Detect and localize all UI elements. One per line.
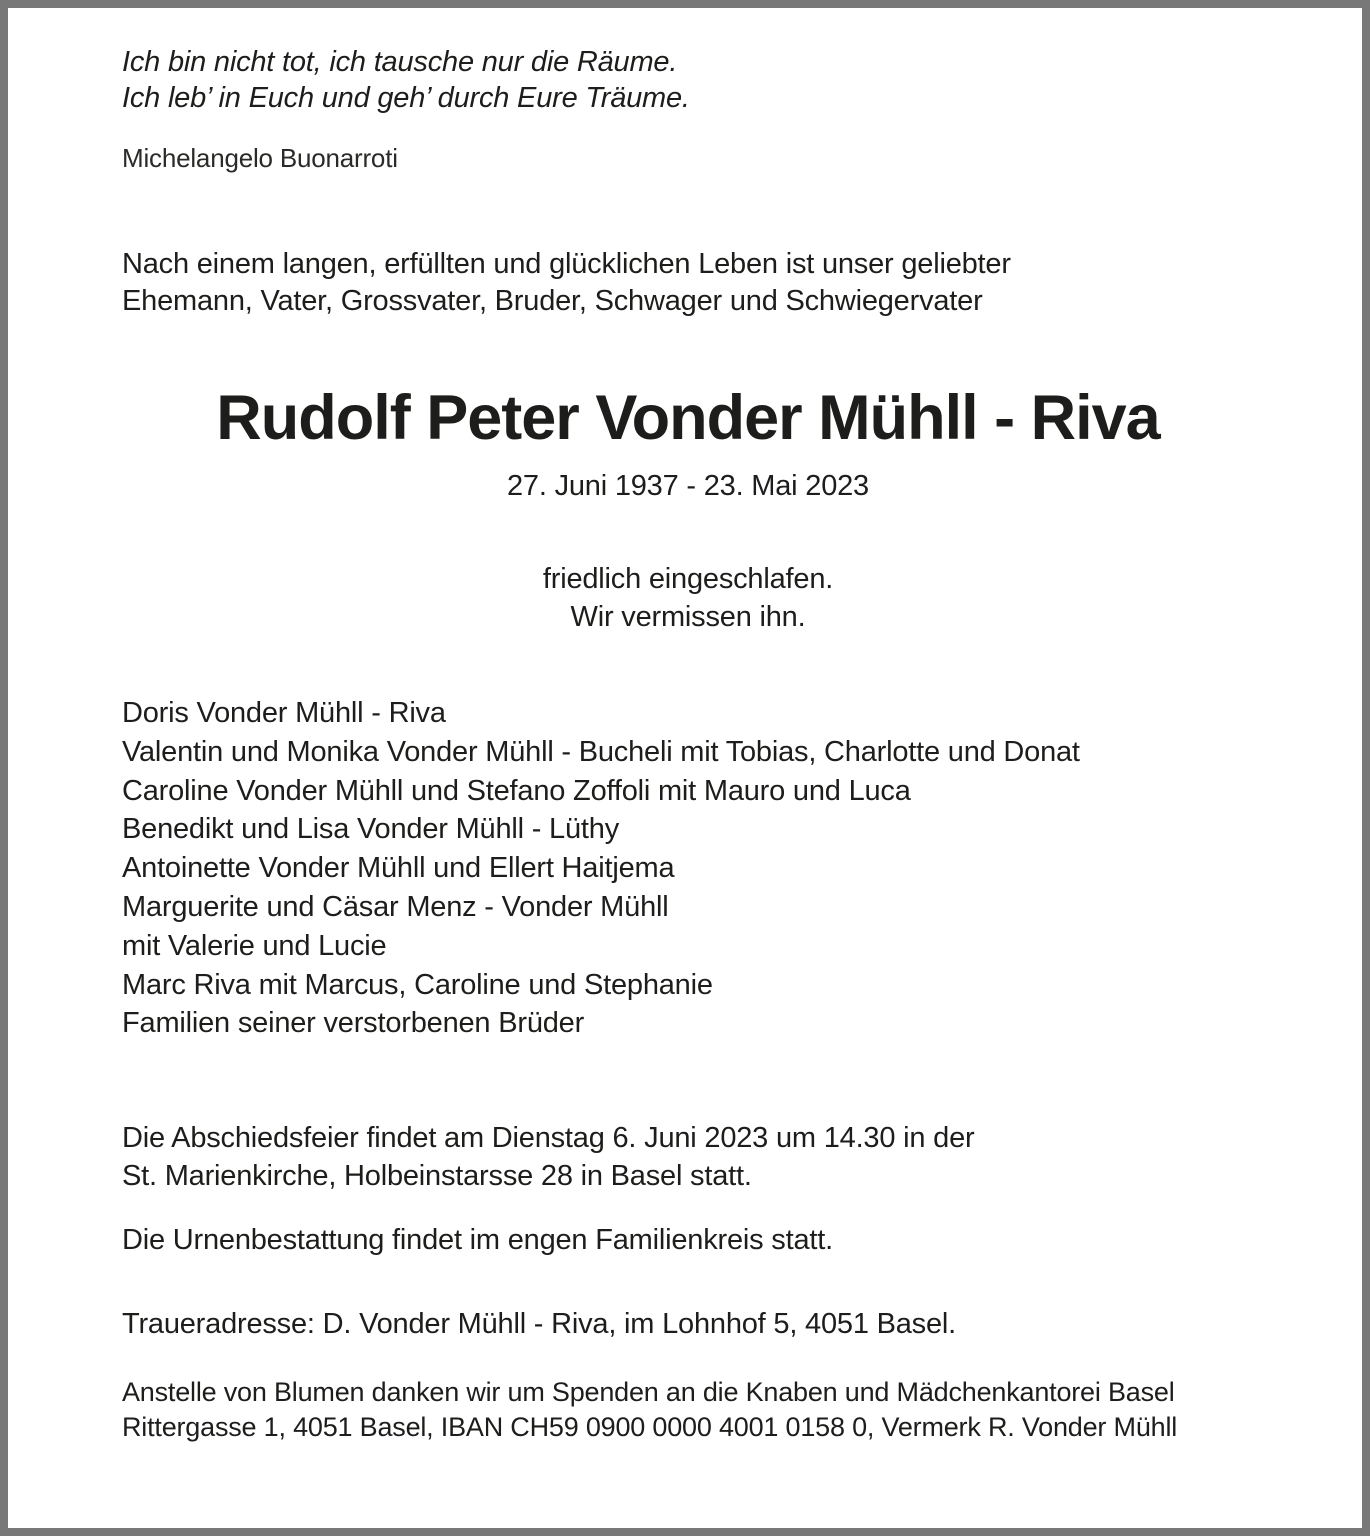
farewell-service-info bbox=[122, 1119, 1254, 1195]
service-line-2: St. Marienkirche, Holbeinstarsse 28 in Basel statt. bbox=[122, 1160, 752, 1193]
intro-line-2: Ehemann, Vater, Grossvater, Bruder, Schwager und Schwiegervater bbox=[122, 285, 983, 317]
quote-attribution: Michelangelo Buonarroti bbox=[122, 143, 398, 173]
mourner-line: Doris Vonder Mühll - Riva bbox=[122, 697, 446, 729]
burial-info: Die Urnenbestattung findet im engen Familienkreis statt. bbox=[122, 1224, 833, 1257]
mourner-line: Valentin und Monika Vonder Mühll - Bucheli mit Tobias, Charlotte und Donat bbox=[122, 735, 1080, 768]
passing-line-2: Wir vermissen ihn. bbox=[570, 601, 806, 633]
intro-paragraph bbox=[122, 246, 1254, 320]
life-dates: 27. Juni 1937 - 23. Mai 2023 bbox=[507, 470, 869, 502]
donations-line-1: Anstelle von Blumen danken wir um Spenden an die Knaben und Mädchenkantorei Basel bbox=[122, 1377, 1175, 1408]
mourner-line: Marc Riva mit Marcus, Caroline und Stephanie bbox=[122, 968, 713, 1001]
donations-line-2: Rittergasse 1, 4051 Basel, IBAN CH59 0900 0000 4001 0158 0, Vermerk R. Vonder Mühll bbox=[122, 1412, 1178, 1443]
passing-line-1: friedlich eingeschlafen. bbox=[542, 563, 834, 595]
deceased-name: Rudolf Peter Vonder Mühll - Riva bbox=[216, 383, 1160, 453]
quote-line-1: Ich bin nicht tot, ich tausche nur die Räume. bbox=[122, 46, 678, 78]
service-line-1: Die Abschiedsfeier findet am Dienstag 6. Juni 2023 um 14.30 in der bbox=[122, 1122, 975, 1155]
mourner-line: Benedikt und Lisa Vonder Mühll - Lüthy bbox=[122, 813, 619, 846]
mourner-line: Antoinette Vonder Mühll und Ellert Haitjema bbox=[122, 852, 675, 885]
intro-line-1: Nach einem langen, erfüllten und glücklichen Leben ist unser geliebter bbox=[122, 248, 1011, 280]
passing-statement bbox=[122, 560, 1254, 636]
mourner-line: Familien seiner verstorbenen Brüder bbox=[122, 1007, 585, 1040]
quote-line-2: Ich leb’ in Euch und geh’ durch Eure Träume. bbox=[122, 82, 690, 114]
mourner-line: Caroline Vonder Mühll und Stefano Zoffoli mit Mauro und Luca bbox=[122, 774, 911, 807]
mourners-list bbox=[122, 694, 1254, 1043]
donations-info bbox=[122, 1375, 1254, 1445]
mourning-address: Traueradresse: D. Vonder Mühll - Riva, im Lohnhof 5, 4051 Basel. bbox=[122, 1308, 957, 1341]
mourner-line: mit Valerie und Lucie bbox=[122, 929, 387, 962]
opening-quote bbox=[122, 44, 1254, 116]
mourner-line: Marguerite und Cäsar Menz - Vonder Mühll bbox=[122, 890, 669, 923]
